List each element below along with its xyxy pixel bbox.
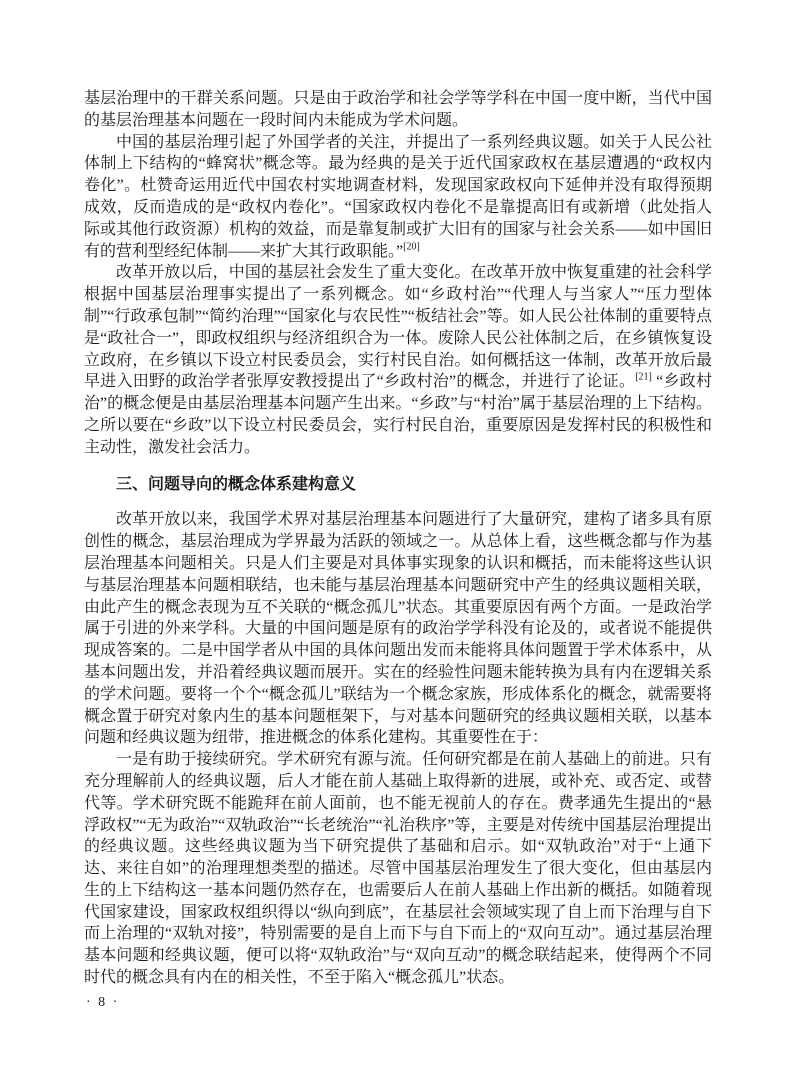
paragraph-text: 改革开放以来，我国学术界对基层治理基本问题进行了大量研究，建构了诸多具有原创性的概念，基层治理成为学界最为活跃的领域之一。从总体上看，这些概念都与作为基层治理基本问题相关。只是人们主要是对具体事实现象的认识和概括，而未能将这些认识与基层治理基本问题相联结，也未能与基层治理基本问题研究中产生的经典议题相关联，由此产生的概念表现为互不关联的“概念孤儿”状态。其重要原因有两个方面。一是政治学属于引进的外来学科。大量的中国问题是原有的政治学学科没有论及的，或者说不能提供现成答案的。二是中国学者从中国的具体问题出发而未能将具体问题置于学术体系中，从基本问题出发，并沿着经典议题而展开。实在的经验性问题未能转换为具有内在逻辑关系的学术问题。要将一个个“概念孤儿”联结为一个概念家族，形成体系化的概念，就需要将概念置于研究对象内生的基本问题框架下，与对基本问题研究的经典议题相关联，以基本问题和经典议题为纽带，推进概念的体系化建构。其重要性在于：	[84, 511, 712, 747]
page-body	[84, 88, 712, 989]
paragraph-text: 中国的基层治理引起了外国学者的关注，并提出了一系列经典议题。如关于人民公社体制上下结构的“蜂窝状”概念等。最为经典的是关于近代国家政权在基层遭遇的“政权内卷化”。杜赞奇运用近代中国农村实地调查材料，发现国家政权向下延伸并没有取得预期成效，反而造成的是“政权内卷化”。“国家政权内卷化不是靠提高旧有或新增（此处指人际或其他行政资源）机构的效益，而是靠复制或扩大旧有的国家与社会关系——如中国旧有的营利型经纪体制——来扩大其行政职能。”	[84, 133, 712, 260]
page-footer	[86, 994, 119, 1012]
section-heading: 三、问题导向的概念体系建构意义	[116, 475, 357, 493]
paragraph-text: 基层治理中的干群关系问题。只是由于政治学和社会学等学科在中国一度中断，当代中国的基层治理基本问题在一段时间内未能成为学术问题。	[84, 90, 712, 129]
paragraph-text: “乡政村治”的概念便是由基层治理基本问题产生出来。“乡政”与“村治”属于基层治理的上下结构。之所以要在“乡政”以下设立村民委员会，实行村民自治，重要原因是发挥村民的积极性和主动性，激发社会活力。	[84, 373, 712, 456]
paragraph	[84, 262, 712, 458]
paragraph	[84, 88, 712, 132]
paragraph	[84, 509, 712, 749]
paragraph	[84, 749, 712, 989]
page-number: · 8 ·	[86, 995, 120, 1010]
citation-ref: [21]	[635, 372, 652, 384]
paragraph	[84, 132, 712, 263]
paragraph-text: 改革开放以后，中国的基层社会发生了重大变化。在改革开放中恢复重建的社会科学根据中国基层治理事实提出了一系列概念。如“乡政村治”“代理人与当家人”“压力型体制”“行政承包制”“简约治理”“国家化与农民性”“板结社会”等。如人民公社体制的重要特点是“政社合一”，即政权组织与经济组织合为一体。废除人民公社体制之后，在乡镇恢复设立政府，在乡镇以下设立村民委员会，实行村民自治。如何概括这一体制，改革开放后最早进入田野的政治学者张厚安教授提出了“乡政村治”的概念，并进行了论证。	[84, 264, 712, 391]
citation-ref: [20]	[403, 241, 420, 253]
paragraph-text: 一是有助于接续研究。学术研究有源与流。任何研究都是在前人基础上的前进。只有充分理解前人的经典议题，后人才能在前人基础上取得新的进展，或补充、或否定、或替代等。学术研究既不能跪拜在前人面前，也不能无视前人的存在。费孝通先生提出的“悬浮政权”“无为政治”“双轨政治”“长老统治”“礼治秩序”等，主要是对传统中国基层治理提出的经典议题。这些经典议题为当下研究提供了基础和启示。如“双轨政治”对于“上通下达、来往自如”的治理理想类型的描述。尽管中国基层治理发生了很大变化，但由基层内生的上下结构这一基本问题仍然存在，也需要后人在前人基础上作出新的概括。如随着现代国家建设，国家政权组织得以“纵向到底”，在基层社会领域实现了自上而下治理与自下而上治理的“双轨对接”，特别需要的是自上而下与自下而上的“双向互动”。通过基层治理基本问题和经典议题，便可以将“双轨政治”与“双向互动”的概念联结起来，使得两个不同时代的概念具有内在的相关性，不至于陷入“概念孤儿”状态。	[84, 751, 712, 987]
